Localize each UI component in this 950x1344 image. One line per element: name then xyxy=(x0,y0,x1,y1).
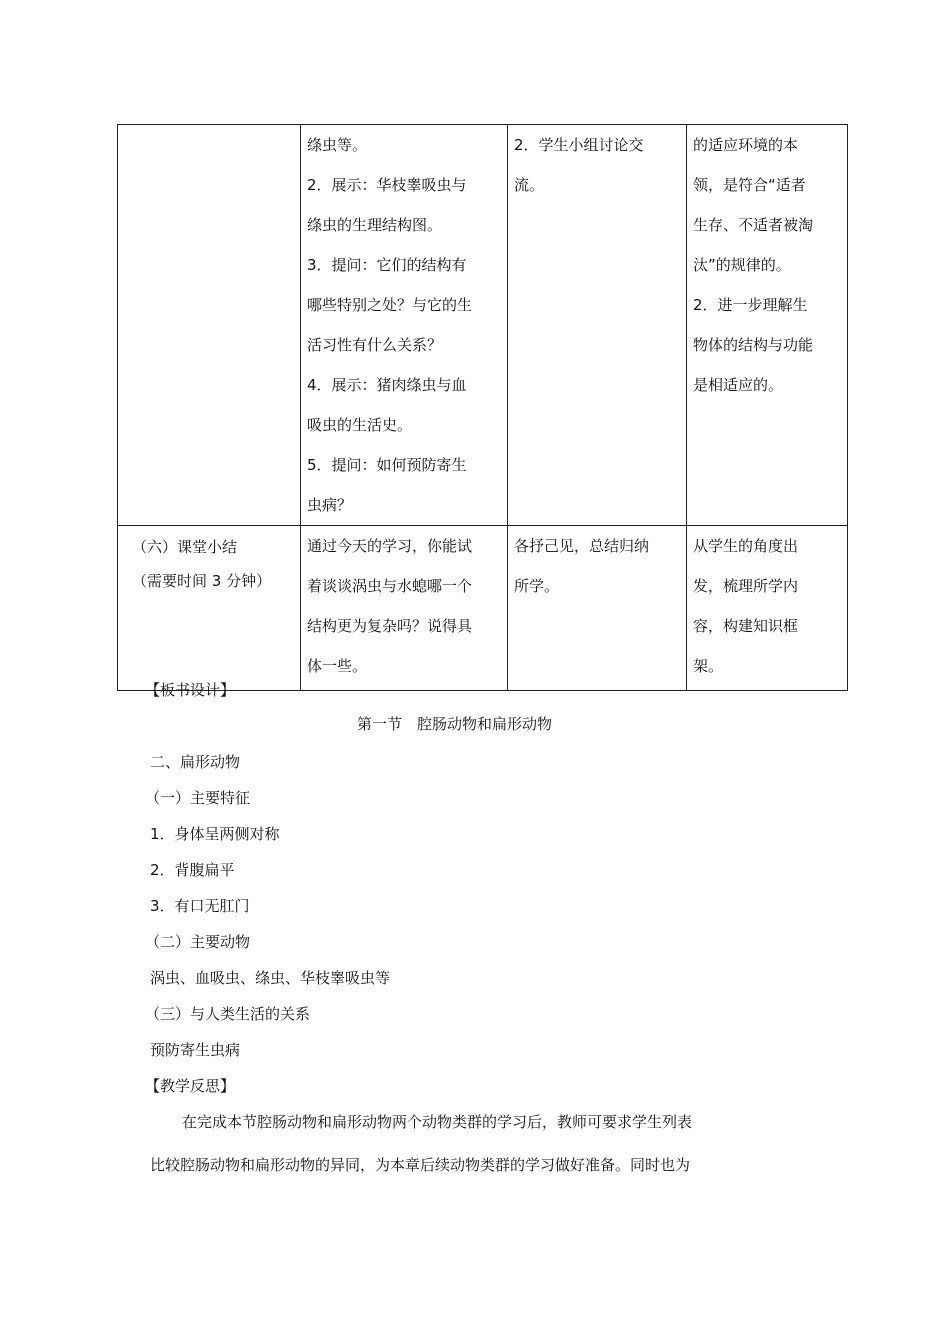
cell-line: 的适应环境的本 xyxy=(693,136,799,154)
board-design-heading: 【板书设计】 xyxy=(145,681,236,699)
cell-line: 4．展示：猪肉绦虫与血 xyxy=(307,376,467,394)
board-line: （二）主要动物 xyxy=(145,933,251,951)
cell-line: 各抒己见，总结归纳 xyxy=(514,537,650,555)
table-cell-design-intent xyxy=(687,125,848,526)
cell-line: 体一些。 xyxy=(307,657,368,675)
reflection-heading: 【教学反思】 xyxy=(145,1077,236,1095)
cell-line: 是相适应的。 xyxy=(693,376,784,394)
cell-line: 容，构建知识框 xyxy=(693,617,799,635)
reflection-paragraph-line: 在完成本节腔肠动物和扁形动物两个动物类群的学习后，教师可要求学生列表 xyxy=(182,1113,693,1131)
board-line: 2．背腹扁平 xyxy=(150,861,235,879)
board-line: 1．身体呈两侧对称 xyxy=(150,825,280,843)
cell-line: 3．提问：它们的结构有 xyxy=(307,256,467,274)
cell-line: 绦虫的生理结构图。 xyxy=(307,216,443,234)
section-title: 第一节 腔肠动物和扁形动物 xyxy=(357,715,553,733)
board-line: （一）主要特征 xyxy=(145,789,251,807)
cell-line: 5．提问：如何预防寄生 xyxy=(307,456,467,474)
cell-line: 从学生的角度出 xyxy=(693,537,799,555)
table-cell-stage xyxy=(118,526,301,691)
cell-line: 结构更为复杂吗？说得具 xyxy=(307,617,473,635)
cell-line: 着谈谈涡虫与水螅哪一个 xyxy=(307,577,473,595)
reflection-paragraph-line: 比较腔肠动物和扁形动物的异同，为本章后续动物类群的学习做好准备。同时也为 xyxy=(150,1156,691,1174)
table-cell-teacher-activity xyxy=(301,125,508,526)
cell-line: 2．进一步理解生 xyxy=(693,296,808,314)
board-line: 3．有口无肛门 xyxy=(150,897,250,915)
cell-line: 汰”的规律的。 xyxy=(693,256,791,274)
table-row xyxy=(118,125,848,526)
cell-line: （六）课堂小结 xyxy=(132,538,238,556)
cell-line: 所学。 xyxy=(514,577,560,595)
cell-line: 发，梳理所学内 xyxy=(693,577,799,595)
cell-line: 流。 xyxy=(514,176,545,194)
board-line: 预防寄生虫病 xyxy=(150,1041,241,1059)
cell-line: 生存、不适者被淘 xyxy=(693,216,814,234)
cell-line: 2．展示：华枝睾吸虫与 xyxy=(307,176,467,194)
board-line: （三）与人类生活的关系 xyxy=(145,1005,311,1023)
board-line: 二、扁形动物 xyxy=(150,753,241,771)
table-cell-design-intent xyxy=(687,526,848,691)
cell-line: 哪些特别之处？与它的生 xyxy=(307,296,473,314)
cell-line: 活习性有什么关系？ xyxy=(307,336,443,354)
table-cell-student-activity xyxy=(508,125,687,526)
cell-line: 虫病？ xyxy=(307,496,353,514)
cell-line: 通过今天的学习，你能试 xyxy=(307,537,473,555)
table-cell-stage xyxy=(118,125,301,526)
cell-line: 绦虫等。 xyxy=(307,136,368,154)
cell-line: （需要时间 3 分钟） xyxy=(132,572,272,590)
cell-line: 架。 xyxy=(693,657,724,675)
table-row xyxy=(118,526,848,691)
board-line: 涡虫、血吸虫、绦虫、华枝睾吸虫等 xyxy=(150,969,391,987)
cell-line: 2．学生小组讨论交 xyxy=(514,136,644,154)
lesson-table xyxy=(117,124,848,691)
table-cell-student-activity xyxy=(508,526,687,691)
cell-line: 领，是符合“适者 xyxy=(693,176,806,194)
cell-line: 物体的结构与功能 xyxy=(693,336,814,354)
cell-line: 吸虫的生活史。 xyxy=(307,416,413,434)
table-cell-teacher-activity xyxy=(301,526,508,691)
